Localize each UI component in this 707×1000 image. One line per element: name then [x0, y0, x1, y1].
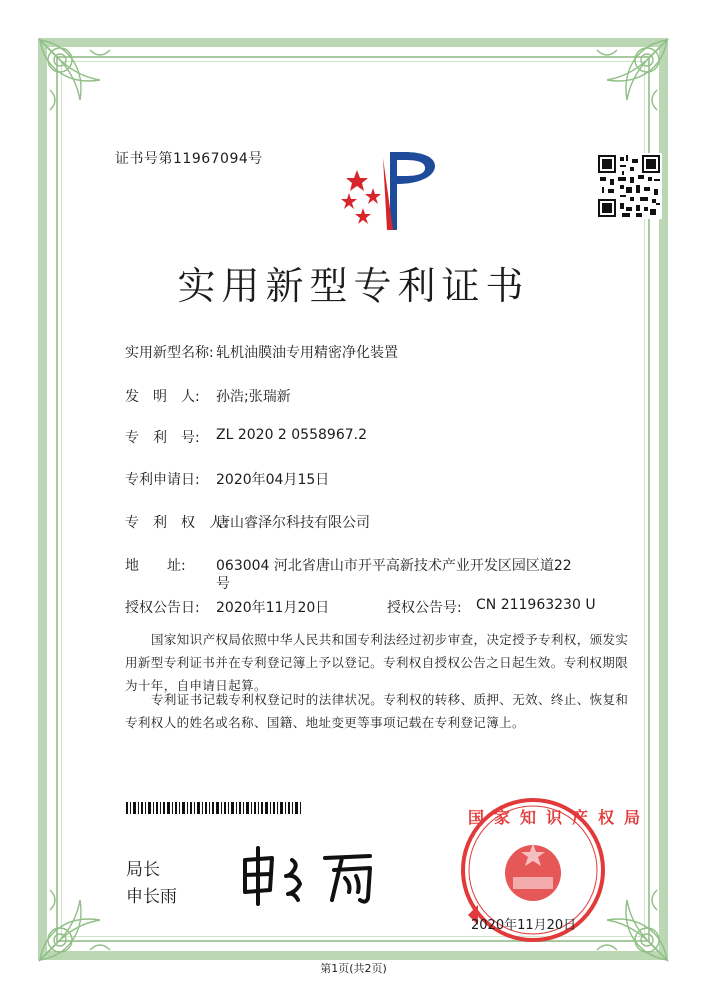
- seal-text: 国家知识产权局: [468, 808, 651, 827]
- field-label-utility-model-name: 实用新型名称:: [125, 345, 214, 361]
- field-value-patent-number: ZL 2020 2 0558967.2: [216, 427, 367, 443]
- field-value-patentee: 唐山睿泽尔科技有限公司: [216, 515, 370, 531]
- field-value-address: 063004 河北省唐山市开平高新技术产业开发区园区道22: [216, 558, 572, 574]
- corner-ornament-icon: [30, 30, 140, 140]
- grant-date-label: 授权公告日:: [125, 600, 200, 616]
- page-number: 第1页(共2页): [320, 962, 387, 975]
- field-label-patent-number: 专 利 号:: [125, 430, 200, 446]
- qr-code-icon: [596, 153, 662, 219]
- field-label-address: 地 址:: [125, 558, 186, 574]
- grant-date-value: 2020年11月20日: [216, 600, 330, 616]
- seal-date: 2020年11月20日: [471, 918, 577, 933]
- corner-ornament-icon: [567, 30, 677, 140]
- corner-ornament-icon: [30, 860, 140, 970]
- field-value-address-continued: 号: [216, 576, 230, 592]
- field-label-patentee: 专 利 权 人:: [125, 515, 228, 531]
- field-value-filing-date: 2020年04月15日: [216, 472, 330, 488]
- certificate-number: 证书号第11967094号: [115, 151, 263, 167]
- field-value-inventor: 孙浩;张瑞新: [216, 389, 291, 405]
- director-title: 局长: [126, 860, 160, 880]
- certificate-title: 实用新型专利证书: [177, 264, 530, 308]
- grant-number-label: 授权公告号:: [387, 600, 462, 616]
- field-value-utility-model-name: 轧机油膜油专用精密净化装置: [216, 345, 398, 361]
- field-label-filing-date: 专利申请日:: [125, 472, 200, 488]
- director-name: 申长雨: [126, 887, 177, 907]
- barcode-icon: [126, 802, 301, 814]
- field-label-inventor: 发 明 人:: [125, 389, 200, 405]
- patent-office-logo-icon: [335, 148, 445, 233]
- legal-paragraph-1: 国家知识产权局依照中华人民共和国专利法经过初步审查，决定授予专利权，颁发实用新型专利证书并在专利登记簿上予以登记。专利权自授权公告之日起生效。专利权期限为十年，自申请日起算。: [125, 632, 629, 693]
- handwritten-signature-icon: [230, 840, 390, 910]
- grant-number-value: CN 211963230 U: [476, 597, 596, 613]
- legal-paragraph-2: 专利证书记载专利权登记时的法律状况。专利权的转移、质押、无效、终止、恢复和专利权人的姓名或名称、国籍、地址变更等事项记载在专利登记簿上。: [125, 692, 629, 730]
